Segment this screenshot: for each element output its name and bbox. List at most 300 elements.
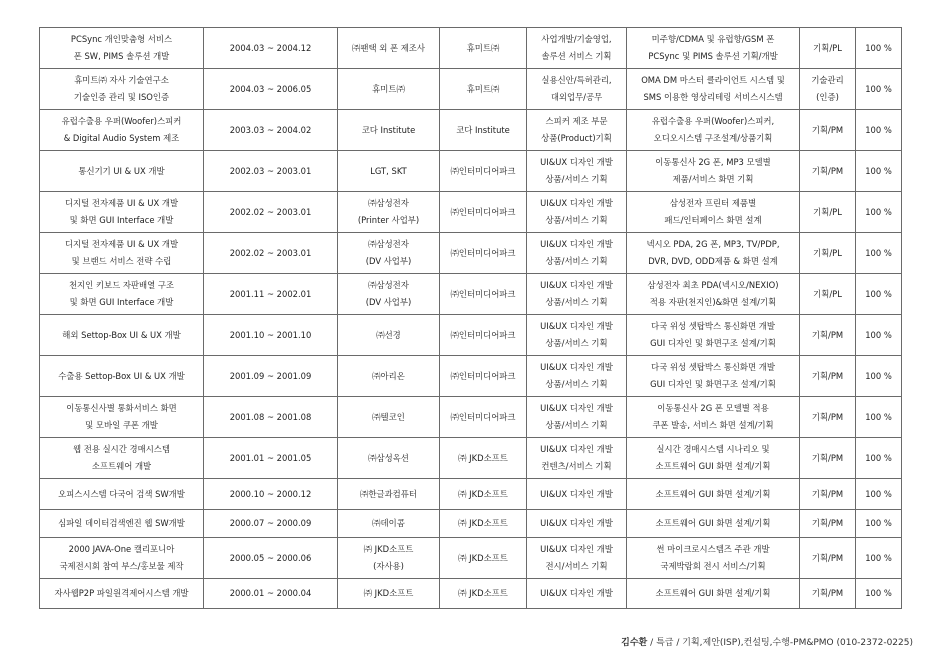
project-cell <box>40 192 204 233</box>
role-cell-line: UI&UX 디자인 개발 <box>540 157 613 167</box>
client-cell-line: (Printer 사업부) <box>357 215 420 225</box>
table-row <box>40 315 902 356</box>
role-cell <box>527 274 627 315</box>
period-cell <box>204 438 338 479</box>
client-cell-line: ㈜선경 <box>376 329 401 340</box>
table-row <box>40 110 902 151</box>
project-cell <box>40 510 204 538</box>
participation-cell <box>856 579 902 609</box>
position-cell <box>800 479 856 510</box>
project-cell-line: 및 브랜드 서비스 전략 수립 <box>71 256 172 266</box>
client-cell-line: ㈜삼성전자 <box>368 198 409 208</box>
position-cell-line: 기획/PL <box>813 288 842 299</box>
specialty-label: 기획,제안(ISP),컨설팅,수행-PM&PMO (010-2372-0225) <box>682 638 913 648</box>
project-cell-line: 2000 JAVA-One 캘리포니아 <box>68 544 175 554</box>
position-cell <box>800 397 856 438</box>
table-row <box>40 151 902 192</box>
period-cell <box>204 274 338 315</box>
details-cell-line: DVR, DVD, ODD제품 & 화면 설계 <box>648 256 778 266</box>
contractor-cell <box>440 233 527 274</box>
client-cell-line: 코다 Institute <box>361 124 416 135</box>
role-cell <box>527 69 627 110</box>
project-cell-line: 해외 Settop-Box UI & UX 개발 <box>62 329 181 340</box>
contractor-cell-line: ㈜인터미디어파크 <box>450 411 516 422</box>
position-cell-line: 기획/PL <box>813 247 842 258</box>
participation-cell <box>856 315 902 356</box>
role-cell-line: UI&UX 디자인 개발 <box>540 362 613 372</box>
project-cell-line: 유럽수출용 우퍼(Woofer)스피커 <box>61 116 182 126</box>
period-cell <box>204 579 338 609</box>
table-row <box>40 479 902 510</box>
client-cell-line: ㈜삼성전자 <box>368 239 409 249</box>
project-cell <box>40 397 204 438</box>
contractor-cell-line: 휴미트㈜ <box>466 83 500 94</box>
project-cell <box>40 110 204 151</box>
contractor-cell <box>440 479 527 510</box>
contractor-cell-line: 코다 Institute <box>456 124 510 135</box>
role-cell <box>527 151 627 192</box>
period-cell-line: 2000.07 ~ 2000.09 <box>229 518 312 528</box>
period-cell <box>204 479 338 510</box>
role-cell-line: 상품/서비스 기획 <box>545 420 608 430</box>
participation-cell <box>856 28 902 69</box>
role-cell-line: 실용신안/특허관리, <box>541 75 612 85</box>
participation-cell <box>856 479 902 510</box>
contractor-cell <box>440 315 527 356</box>
participation-cell-line: 100 % <box>865 329 892 340</box>
period-cell <box>204 356 338 397</box>
position-cell <box>800 69 856 110</box>
client-cell <box>338 192 440 233</box>
period-cell-line: 2004.03 ~ 2004.12 <box>229 42 312 53</box>
project-cell-line: 이동통신사별 통화서비스 화면 <box>66 403 177 413</box>
project-cell-line: 심파일 데이터검색엔진 웹 SW개발 <box>58 518 185 528</box>
contractor-cell-line: ㈜ JKD소프트 <box>458 488 508 499</box>
role-cell-line: 상품/서비스 기획 <box>545 297 608 307</box>
period-cell-line: 2002.02 ~ 2003.01 <box>229 247 312 258</box>
contractor-cell <box>440 356 527 397</box>
project-cell-line: 기술인증 관리 및 ISO인증 <box>73 92 170 102</box>
participation-cell-line: 100 % <box>865 124 892 135</box>
details-cell-line: 다국 위성 셋탑박스 통신화면 개발 <box>651 362 775 372</box>
client-cell <box>338 510 440 538</box>
client-cell-line: 휴미트㈜ <box>372 83 405 94</box>
details-cell <box>627 479 800 510</box>
details-cell <box>627 510 800 538</box>
details-cell <box>627 28 800 69</box>
period-cell <box>204 151 338 192</box>
project-cell-line: 폰 SW, PIMS 솔루션 개발 <box>73 51 170 61</box>
participation-cell-line: 100 % <box>865 588 892 598</box>
details-cell-line: 적용 자판(천지인)&화면 설계/기획 <box>649 297 777 307</box>
period-cell-line: 2001.01 ~ 2001.05 <box>229 452 312 463</box>
project-cell-line: & Digital Audio System 제조 <box>63 133 180 143</box>
details-cell-line: 삼성전자 프린터 제품별 <box>669 198 757 208</box>
role-cell <box>527 438 627 479</box>
role-cell-line: 상품/서비스 기획 <box>545 215 608 225</box>
project-cell-line: 오피스시스템 다국어 검색 SW개발 <box>58 488 185 499</box>
project-history-table <box>39 27 902 609</box>
role-cell-line: 사업개발/기술영업, <box>541 34 612 44</box>
project-cell <box>40 151 204 192</box>
project-cell-line: 자사웹P2P 파일원격제어시스템 개발 <box>54 588 189 598</box>
details-cell-line: 패드/인터페이스 화면 설계 <box>664 215 762 225</box>
details-cell <box>627 579 800 609</box>
details-cell-line: PCSync 및 PIMS 솔루션 기획/개발 <box>648 51 778 61</box>
details-cell <box>627 438 800 479</box>
role-cell <box>527 192 627 233</box>
contractor-cell-line: ㈜인터미디어파크 <box>450 288 516 299</box>
role-cell <box>527 356 627 397</box>
details-cell <box>627 397 800 438</box>
client-cell-line: ㈜삼성전자 <box>368 280 409 290</box>
period-cell <box>204 233 338 274</box>
role-cell <box>527 315 627 356</box>
position-cell-line: 기획/PM <box>811 165 844 176</box>
footer <box>621 635 913 648</box>
period-cell-line: 2002.02 ~ 2003.01 <box>229 206 312 217</box>
period-cell-line: 2001.11 ~ 2002.01 <box>229 288 312 299</box>
position-cell <box>800 356 856 397</box>
position-cell-line: (인증) <box>816 92 839 102</box>
position-cell <box>800 151 856 192</box>
client-cell <box>338 233 440 274</box>
table-row <box>40 274 902 315</box>
role-cell-line: 솔루션 서비스 기획 <box>541 51 612 61</box>
period-cell <box>204 538 338 579</box>
role-cell <box>527 110 627 151</box>
details-cell-line: 국제박람회 전시 서비스/기획 <box>660 561 766 571</box>
client-cell-line: ㈜ JKD소프트 <box>363 544 414 554</box>
position-cell-line: 기획/PM <box>811 329 844 340</box>
contractor-cell <box>440 397 527 438</box>
participation-cell <box>856 438 902 479</box>
position-cell-line: 기획/PM <box>811 411 844 422</box>
project-cell-line: 디지털 전자제품 UI & UX 개발 <box>64 239 179 249</box>
details-cell <box>627 315 800 356</box>
details-cell-line: 넥시오 PDA, 2G 폰, MP3, TV/PDP, <box>646 239 780 249</box>
client-cell <box>338 28 440 69</box>
period-cell-line: 2001.08 ~ 2001.08 <box>229 411 312 422</box>
details-cell-line: 오디오시스템 구조설계/상품기획 <box>653 133 773 143</box>
role-cell-line: 상품/서비스 기획 <box>545 338 608 348</box>
participation-cell-line: 100 % <box>865 165 892 176</box>
period-cell <box>204 510 338 538</box>
position-cell <box>800 110 856 151</box>
client-cell-line: ㈜텔코인 <box>372 411 405 422</box>
position-cell-line: 기술관리 <box>811 75 844 85</box>
participation-cell-line: 100 % <box>865 247 892 258</box>
project-cell-line: 국제전시회 참여 부스/홍보물 제작 <box>59 561 184 571</box>
table-row <box>40 510 902 538</box>
details-cell <box>627 356 800 397</box>
role-cell <box>527 510 627 538</box>
table-row <box>40 438 902 479</box>
details-cell-line: 소프트웨어 GUI 화면 설계/기획 <box>655 488 771 499</box>
details-cell <box>627 538 800 579</box>
role-cell-line: UI&UX 디자인 개발 <box>540 239 613 249</box>
project-cell <box>40 28 204 69</box>
client-cell-line: ㈜데이콤 <box>372 518 405 528</box>
period-cell-line: 2002.03 ~ 2003.01 <box>229 165 312 176</box>
project-cell <box>40 356 204 397</box>
participation-cell <box>856 69 902 110</box>
role-cell-line: UI&UX 디자인 개발 <box>540 280 613 290</box>
position-cell-line: 기획/PM <box>811 452 844 463</box>
details-cell-line: 제품/서비스 화면 기획 <box>672 174 754 184</box>
period-cell <box>204 69 338 110</box>
role-cell <box>527 397 627 438</box>
participation-cell <box>856 110 902 151</box>
participation-cell-line: 100 % <box>865 42 892 53</box>
project-cell <box>40 315 204 356</box>
client-cell <box>338 479 440 510</box>
client-cell-line: (DV 사업부) <box>365 297 412 307</box>
client-cell-line: ㈜아리온 <box>372 370 405 381</box>
footer-separator-2: / <box>676 638 680 648</box>
role-cell-line: UI&UX 디자인 개발 <box>540 488 613 499</box>
role-cell-line: UI&UX 디자인 개발 <box>540 588 613 598</box>
role-cell-line: 대외업무/공무 <box>550 92 603 102</box>
participation-cell-line: 100 % <box>865 370 892 381</box>
project-cell-line: 천지인 키보드 자판배열 구조 <box>68 280 175 290</box>
role-cell-line: 상품(Product)기획 <box>541 133 612 143</box>
participation-cell-line: 100 % <box>865 411 892 422</box>
author-name: 김수환 <box>621 638 648 648</box>
details-cell-line: SMS 이용한 영상리테링 서비스시스템 <box>643 92 783 102</box>
participation-cell-line: 100 % <box>865 552 892 563</box>
client-cell <box>338 315 440 356</box>
period-cell <box>204 315 338 356</box>
position-cell-line: 기획/PL <box>813 206 842 217</box>
project-cell <box>40 274 204 315</box>
details-cell-line: 소프트웨어 GUI 화면 설계/기획 <box>655 588 771 598</box>
project-cell-line: PCSync 개인맞춤형 서비스 <box>70 34 173 44</box>
role-cell <box>527 579 627 609</box>
role-cell <box>527 479 627 510</box>
contractor-cell-line: 휴미트㈜ <box>466 42 500 53</box>
project-cell-line: 및 화면 GUI Interface 개발 <box>69 215 174 225</box>
contractor-cell-line: ㈜ JKD소프트 <box>458 552 508 563</box>
table-row <box>40 538 902 579</box>
details-cell-line: 쿠폰 발송, 서비스 화면 설계/기획 <box>652 420 774 430</box>
role-cell-line: 상품/서비스 기획 <box>545 174 608 184</box>
role-cell-line: UI&UX 디자인 개발 <box>540 544 613 554</box>
project-cell-line: 휴미트㈜ 자사 기술연구소 <box>74 75 169 85</box>
details-cell-line: 삼성전자 최초 PDA(넥시오/NEXIO) <box>647 280 779 290</box>
client-cell <box>338 397 440 438</box>
project-cell-line: 웹 전용 실시간 경매시스템 <box>73 444 170 454</box>
period-cell <box>204 28 338 69</box>
grade-label: 특급 <box>656 638 674 648</box>
client-cell <box>338 110 440 151</box>
details-cell-line: 이동통신사 2G 폰 모델별 적용 <box>657 403 769 413</box>
role-cell-line: 상품/서비스 기획 <box>545 379 608 389</box>
client-cell <box>338 151 440 192</box>
client-cell-line: ㈜한글과컴퓨터 <box>360 488 417 499</box>
details-cell-line: OMA DM 마스터 클라이언트 시스템 및 <box>641 75 785 85</box>
project-cell-line: 소프트웨어 개발 <box>91 461 152 471</box>
position-cell <box>800 28 856 69</box>
participation-cell <box>856 397 902 438</box>
project-cell <box>40 233 204 274</box>
contractor-cell <box>440 69 527 110</box>
details-cell-line: 미주향/CDMA 및 유럽향/GSM 폰 <box>651 34 775 44</box>
client-cell <box>338 438 440 479</box>
contractor-cell-line: ㈜인터미디어파크 <box>450 247 516 258</box>
project-cell-line: 및 화면 GUI Interface 개발 <box>69 297 174 307</box>
position-cell <box>800 579 856 609</box>
contractor-cell-line: ㈜인터미디어파크 <box>450 329 516 340</box>
project-cell-line: 수출용 Settop-Box UI & UX 개발 <box>58 370 185 381</box>
participation-cell-line: 100 % <box>865 288 892 299</box>
position-cell <box>800 233 856 274</box>
period-cell-line: 2001.10 ~ 2001.10 <box>229 329 312 340</box>
contractor-cell <box>440 28 527 69</box>
period-cell-line: 2000.01 ~ 2000.04 <box>229 588 312 598</box>
role-cell-line: UI&UX 디자인 개발 <box>540 403 613 413</box>
client-cell <box>338 356 440 397</box>
details-cell-line: GUI 디자인 및 화면구조 설계/기획 <box>650 379 776 389</box>
participation-cell-line: 100 % <box>865 83 892 94</box>
contractor-cell <box>440 438 527 479</box>
table-row <box>40 397 902 438</box>
participation-cell-line: 100 % <box>865 452 892 463</box>
contractor-cell <box>440 110 527 151</box>
details-cell <box>627 274 800 315</box>
period-cell-line: 2003.03 ~ 2004.02 <box>229 124 312 135</box>
career-sheet <box>39 27 901 609</box>
client-cell <box>338 274 440 315</box>
details-cell-line: 다국 위성 셋탑박스 통신화면 개발 <box>651 321 775 331</box>
details-cell <box>627 110 800 151</box>
participation-cell <box>856 538 902 579</box>
contractor-cell <box>440 538 527 579</box>
details-cell-line: GUI 디자인 및 화면구조 설계/기획 <box>650 338 776 348</box>
position-cell <box>800 438 856 479</box>
table-row <box>40 579 902 609</box>
period-cell <box>204 397 338 438</box>
role-cell-line: 컨텐츠/서비스 기획 <box>541 461 612 471</box>
contractor-cell <box>440 274 527 315</box>
details-cell-line: 썬 마이크로시스템즈 주관 개발 <box>656 544 770 554</box>
table-row <box>40 233 902 274</box>
contractor-cell-line: ㈜ JKD소프트 <box>458 518 508 528</box>
position-cell-line: 기획/PM <box>811 370 844 381</box>
period-cell-line: 2001.09 ~ 2001.09 <box>229 370 312 381</box>
table-body <box>40 28 902 609</box>
role-cell-line: 스피커 제조 부문 <box>545 116 608 126</box>
details-cell-line: 유럽수출용 우퍼(Woofer)스피커, <box>651 116 775 126</box>
contractor-cell-line: ㈜ JKD소프트 <box>458 588 508 598</box>
participation-cell <box>856 192 902 233</box>
details-cell-line: 소프트웨어 GUI 화면 설계/기획 <box>655 518 771 528</box>
position-cell-line: 기획/PL <box>813 42 842 53</box>
period-cell-line: 2000.10 ~ 2000.12 <box>229 488 312 499</box>
role-cell-line: UI&UX 디자인 개발 <box>540 518 613 528</box>
contractor-cell <box>440 579 527 609</box>
participation-cell <box>856 233 902 274</box>
role-cell <box>527 28 627 69</box>
details-cell-line: 실시간 경매시스템 시나리오 및 <box>656 444 770 454</box>
client-cell-line: (자사용) <box>373 561 404 571</box>
contractor-cell-line: ㈜인터미디어파크 <box>450 206 516 217</box>
footer-separator-1: / <box>650 638 654 648</box>
table-row <box>40 28 902 69</box>
position-cell-line: 기획/PM <box>811 124 844 135</box>
contractor-cell-line: ㈜ JKD소프트 <box>458 452 508 463</box>
role-cell-line: UI&UX 디자인 개발 <box>540 444 613 454</box>
position-cell-line: 기획/PM <box>811 488 844 499</box>
project-cell-line: 통신기기 UI & UX 개발 <box>78 165 165 176</box>
project-cell <box>40 579 204 609</box>
participation-cell-line: 100 % <box>865 488 892 499</box>
participation-cell <box>856 356 902 397</box>
client-cell-line: LGT, SKT <box>370 165 407 176</box>
contractor-cell-line: ㈜인터미디어파크 <box>450 370 516 381</box>
participation-cell <box>856 151 902 192</box>
role-cell-line: UI&UX 디자인 개발 <box>540 198 613 208</box>
position-cell <box>800 538 856 579</box>
table-row <box>40 192 902 233</box>
role-cell-line: 상품/서비스 기획 <box>545 256 608 266</box>
table-row <box>40 356 902 397</box>
details-cell-line: 소프트웨어 GUI 화면 설계/기획 <box>655 461 771 471</box>
project-cell-line: 및 모바일 쿠폰 개발 <box>85 420 158 430</box>
contractor-cell <box>440 151 527 192</box>
table-row <box>40 69 902 110</box>
details-cell-line: 이동통신사 2G 폰, MP3 모델별 <box>655 157 771 167</box>
role-cell-line: 전시/서비스 기획 <box>545 561 608 571</box>
client-cell-line: ㈜팬택 외 폰 제조사 <box>352 42 425 53</box>
contractor-cell-line: ㈜인터미디어파크 <box>450 165 516 176</box>
project-cell-line: 디지털 전자제품 UI & UX 개발 <box>64 198 179 208</box>
details-cell <box>627 151 800 192</box>
project-cell <box>40 69 204 110</box>
client-cell-line: ㈜ JKD소프트 <box>363 588 414 598</box>
position-cell-line: 기획/PM <box>811 552 844 563</box>
role-cell-line: UI&UX 디자인 개발 <box>540 321 613 331</box>
participation-cell-line: 100 % <box>865 206 892 217</box>
period-cell-line: 2000.05 ~ 2000.06 <box>229 552 312 563</box>
client-cell-line: ㈜삼성옥션 <box>368 452 409 463</box>
client-cell <box>338 69 440 110</box>
period-cell <box>204 110 338 151</box>
client-cell <box>338 579 440 609</box>
position-cell <box>800 192 856 233</box>
project-cell <box>40 479 204 510</box>
position-cell <box>800 510 856 538</box>
position-cell-line: 기획/PM <box>811 518 844 528</box>
participation-cell <box>856 510 902 538</box>
details-cell <box>627 233 800 274</box>
role-cell <box>527 538 627 579</box>
contractor-cell <box>440 510 527 538</box>
details-cell <box>627 192 800 233</box>
role-cell <box>527 233 627 274</box>
participation-cell-line: 100 % <box>865 518 892 528</box>
client-cell <box>338 538 440 579</box>
period-cell-line: 2004.03 ~ 2006.05 <box>229 83 312 94</box>
position-cell <box>800 274 856 315</box>
contractor-cell <box>440 192 527 233</box>
participation-cell <box>856 274 902 315</box>
project-cell <box>40 438 204 479</box>
position-cell-line: 기획/PM <box>811 588 844 598</box>
details-cell <box>627 69 800 110</box>
client-cell-line: (DV 사업부) <box>365 256 412 266</box>
project-cell <box>40 538 204 579</box>
